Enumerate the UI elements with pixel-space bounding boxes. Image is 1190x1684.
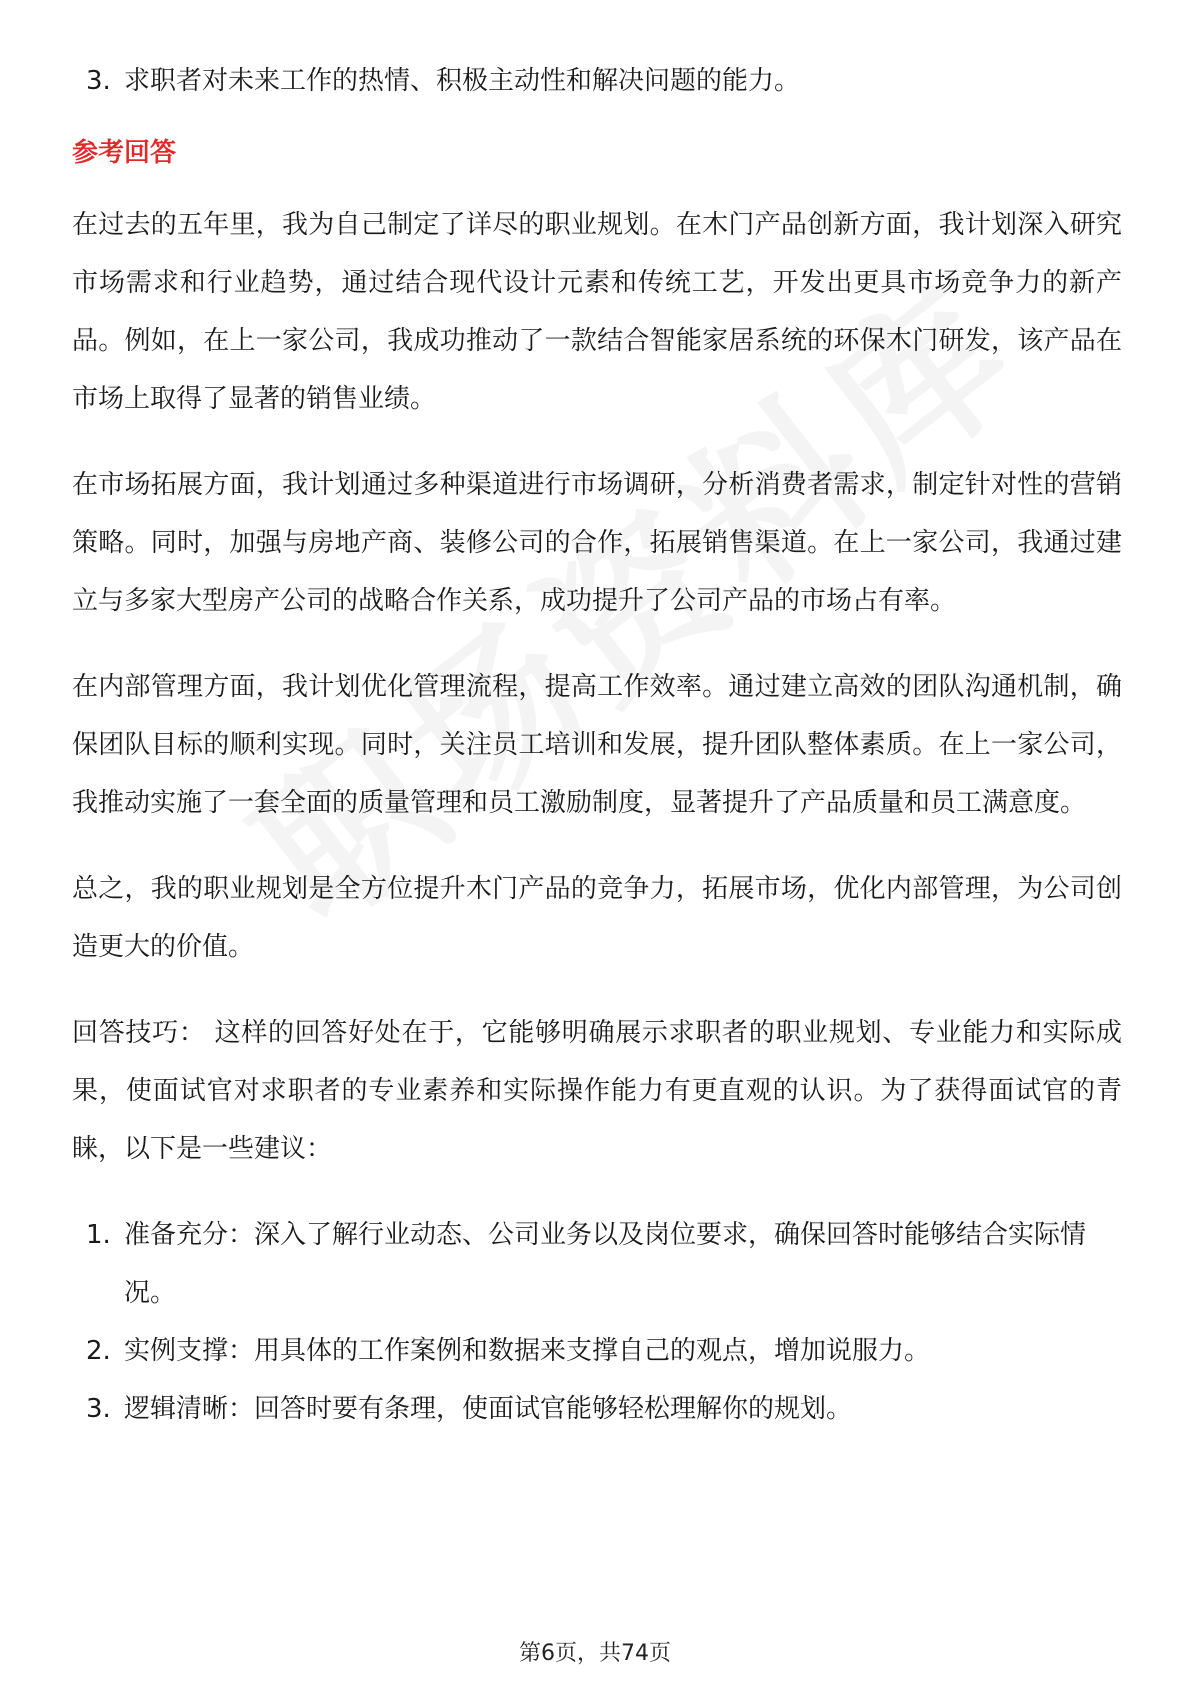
list-item: [72, 1380, 1122, 1438]
list-text: 求职者对未来工作的热情、积极主动性和解决问题的能力。: [124, 66, 801, 96]
page-content: [72, 52, 1122, 1438]
list-item: [72, 1206, 1122, 1322]
list-text: 实例支撑：用具体的工作案例和数据来支撑自己的观点，增加说服力。: [124, 1336, 931, 1366]
paragraph-market: 在市场拓展方面，我计划通过多种渠道进行市场调研，分析消费者需求，制定针对性的营销策略。同时，加强与房地产商、装修公司的合作，拓展销售渠道。在上一家公司，我通过建立与多家大型房产公司的战略合作关系，成功提升了公司产品的市场占有率。: [72, 470, 1122, 616]
list-text: 准备充分：深入了解行业动态、公司业务以及岗位要求，确保回答时能够结合实际情况。: [124, 1220, 1087, 1308]
tips-list: [72, 1206, 1122, 1438]
list-number: 1.: [86, 1220, 111, 1250]
page-footer: 第6页，共74页: [519, 1641, 671, 1666]
list-text: 逻辑清晰：回答时要有条理，使面试官能够轻松理解你的规划。: [124, 1394, 853, 1424]
list-number: 3.: [86, 1394, 111, 1424]
list-number: 2.: [86, 1336, 111, 1366]
paragraph-innovation: 在过去的五年里，我为自己制定了详尽的职业规划。在木门产品创新方面，我计划深入研究市场需求和行业趋势，通过结合现代设计元素和传统工艺，开发出更具市场竞争力的新产品。例如，在上一家公司，我成功推动了一款结合智能家居系统的环保木门研发，该产品在市场上取得了显著的销售业绩。: [72, 210, 1122, 414]
paragraph-management: 在内部管理方面，我计划优化管理流程，提高工作效率。通过建立高效的团队沟通机制，确保团队目标的顺利实现。同时，关注员工培训和发展，提升团队整体素质。在上一家公司，我推动实施了一套全面的质量管理和员工激励制度，显著提升了产品质量和员工满意度。: [72, 672, 1122, 818]
paragraph-tips-intro: 回答技巧： 这样的回答好处在于，它能够明确展示求职者的职业规划、专业能力和实际成果，使面试官对求职者的专业素养和实际操作能力有更直观的认识。为了获得面试官的青睐，以下是一些建议：: [72, 1018, 1122, 1164]
answer-heading: 参考回答: [72, 138, 177, 168]
criteria-list: [72, 52, 1122, 110]
list-item: [72, 52, 1122, 110]
paragraph-summary: 总之，我的职业规划是全方位提升木门产品的竞争力，拓展市场，优化内部管理，为公司创造更大的价值。: [72, 874, 1122, 962]
list-number: 3.: [86, 66, 111, 96]
list-item: [72, 1322, 1122, 1380]
